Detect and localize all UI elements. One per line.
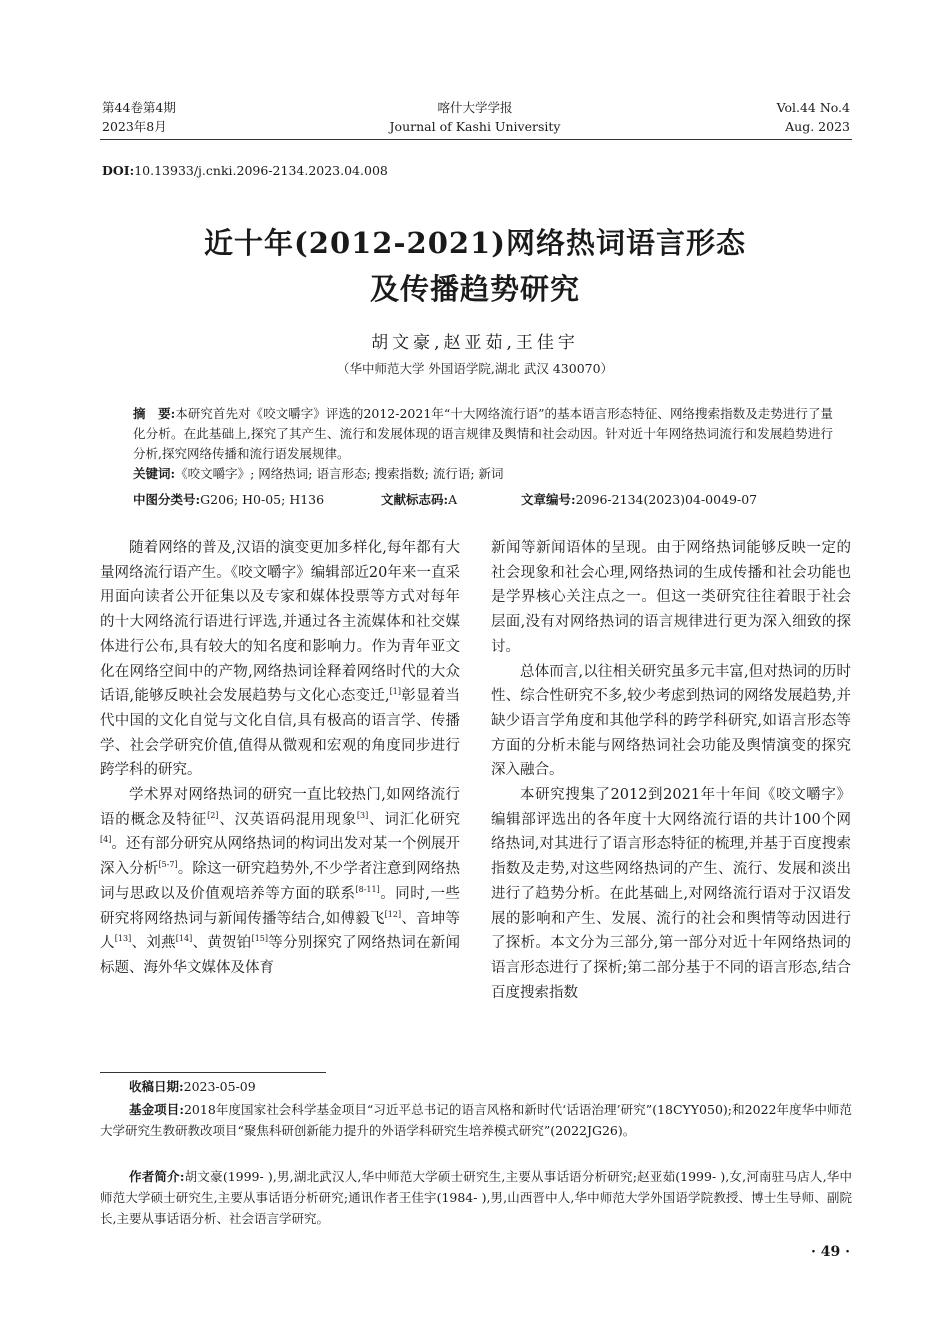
clc-value: G206; H0-05; H136 — [200, 492, 325, 507]
author-bio-label: 作者简介: — [129, 1169, 185, 1184]
paragraph-text: 学术界对网络热词的研究一直比较热门,如网络流行语的概念及特征 — [100, 787, 460, 828]
fund-info — [100, 1099, 852, 1141]
body-paragraph: 总体而言,以往相关研究虽多元丰富,但对热词的历时性、综合性研究不多,较少考虑到热词的网络发展趋势,并缺少语言学角度和其他学科的跨学科研究,如语言形态等方面的分析未能与网络热词社会功能及舆情演变的探究深入融合。 — [491, 663, 851, 779]
received-date — [100, 1076, 852, 1097]
keywords-label: 关键词: — [133, 466, 176, 481]
body-paragraph: 本研究搜集了2012到2021年十年间《咬文嚼字》编辑部评选出的各年度十大网络流行语的共计100个网络热词,对其进行了语言形态特征的梳理,并基于百度搜索指数及走势,对这些网络热词的产生、流行、发展和淡出进行了趋势分析。在此基础上,对网络流行语对于汉语发展的影响和产生、发展、流行的社会和舆情等动因进行了探析。本文分为三部分,第一部分对近十年网络热词的语言形态进行了探析;第二部分基于不同的语言形态,结合百度搜索指数 — [491, 787, 851, 1001]
paragraph-text: 、词汇化研究 — [368, 811, 461, 828]
clc-block — [133, 490, 324, 510]
doi-line — [102, 163, 388, 178]
paragraph-text: 、黄贺铂 — [192, 935, 252, 952]
fund-text: 2018年度国家社会科学基金项目“习近平总书记的语言风格和新时代‘话语治理’研究”(18CYY050);和2022年度华中师范大学研究生教研教改项目“聚焦科研创新能力提升的外语学科研究生培养模式研究”(2022JG26)。 — [100, 1102, 852, 1138]
keywords: 《咬文嚼字》; 网络热词; 语言形态; 搜索指数; 流行语; 新词 — [175, 466, 504, 481]
citation-ref: [14] — [175, 934, 193, 944]
publication-date-en: Aug. 2023 — [785, 119, 850, 134]
citation-ref: [12] — [384, 909, 402, 919]
doc-code-label: 文献标志码: — [381, 492, 449, 507]
header-rule — [100, 139, 852, 140]
doc-code-value: A — [448, 492, 458, 507]
citation-ref: [13] — [114, 934, 132, 944]
paragraph-text: 随着网络的普及,汉语的演变更加多样化,每年都有大量网络流行语产生。《咬文嚼字》编辑部近20年来一直采用面向读者公开征集以及专家和媒体投票等方式对每年的十大网络流行语进行评选,并通过各主流媒体和社交媒体进行公布,具有较大的知名度和影响力。作为青年亚文化在网络空间中的产物,网络热词诠释着网络时代的大众话语,能够反映社会发展趋势与文化心态变迁, — [100, 540, 460, 705]
title-line-1: 近十年(2012-2021)网络热词语言形态 — [204, 226, 746, 260]
paragraph-text: 、汉英语码混用现象 — [218, 811, 357, 828]
journal-volume-info-en — [777, 98, 850, 136]
doi-value: 10.13933/j.cnki.2096-2134.2023.04.008 — [134, 163, 388, 178]
doc-code-block — [381, 490, 457, 510]
doi-label: DOI: — [102, 163, 135, 178]
author-bio-text: 胡文豪(1999- ),男,湖北武汉人,华中师范大学硕士研究生,主要从事话语分析研究;赵亚茹(1999- ),女,河南驻马店人,华中师范大学硕士研究生,主要从事话语分析研究;通讯作者王佳宇(1984- ),男,山西晋中人,华中师范大学外国语学院教授、博士生导师、副院长,主要从事话语分析、社会语言学研究。 — [100, 1169, 852, 1226]
paragraph-text: 。同时,一些研究将网络热词与新闻传播等结合,如傅毅飞 — [100, 885, 461, 927]
clc-label: 中图分类号: — [133, 492, 201, 507]
keywords-block — [133, 464, 833, 484]
journal-name-cn: 喀什大学学报 — [437, 100, 513, 115]
paragraph-text: 等分别探究了网络热词在新闻标题、海外华文媒体及体育 — [100, 935, 461, 976]
body-column-right — [491, 536, 851, 1005]
title-line-2: 及传播趋势研究 — [369, 272, 580, 306]
volume-issue-en: Vol.44 No.4 — [776, 100, 850, 115]
publication-date: 2023年8月 — [102, 119, 167, 134]
page-number: · 49 · — [811, 1244, 850, 1260]
body-paragraph: 新闻等新闻语体的呈现。由于网络热词能够反映一定的社会现象和社会心理,网络热词的生成传播和社会功能也是学界核心关注点之一。但这一类研究往往着眼于社会层面,没有对网络热词的语言规律进行更为深入细致的探讨。 — [491, 540, 851, 655]
article-no-block — [521, 490, 757, 510]
body-paragraph — [100, 783, 460, 981]
volume-issue: 第44卷第4期 — [102, 100, 176, 115]
authors: 胡文豪,赵亚茹,王佳宇 — [371, 333, 579, 353]
citation-ref: [4] — [100, 835, 112, 845]
paragraph-text: 、音坤等人 — [100, 910, 461, 952]
journal-name-en: Journal of Kashi University — [389, 119, 561, 134]
body-column-left — [100, 536, 460, 981]
received-value: 2023-05-09 — [183, 1079, 256, 1094]
abstract-text-block — [133, 404, 833, 464]
abstract — [133, 404, 833, 484]
received-label: 收稿日期: — [129, 1079, 184, 1094]
abstract-text: 本研究首先对《咬文嚼字》评选的2012-2021年“十大网络流行语”的基本语言形态特征、网络搜索指数及走势进行了量化分析。在此基础上,探究了其产生、流行和发展体现的语言规律及舆情和社会动因。针对近十年网络热词流行和发展趋势进行分析,探究网络传播和流行语发展规律。 — [133, 406, 833, 461]
fund-label: 基金项目: — [129, 1102, 184, 1117]
citation-ref: [8-11] — [355, 885, 380, 895]
paragraph-text: 。除这一研究趋势外,不少学者注意到网络热词与思政以及价值观培养等方面的联系 — [100, 861, 461, 902]
article-no-value: 2096-2134(2023)04-0049-07 — [575, 492, 758, 507]
body-paragraph — [100, 536, 460, 783]
paragraph-text: 。还有部分研究从网络热词的构词出发对某一个例展开深入分析 — [100, 836, 460, 878]
affiliation: （华中师范大学 外国语学院,湖北 武汉 430070） — [336, 361, 614, 376]
footnote-rule — [100, 1072, 326, 1073]
article-no-label: 文章编号: — [521, 492, 576, 507]
paragraph-text: 彰显着当代中国的文化自觉与文化自信,具有极高的语言学、传播学、社会学研究价值,值得从微观和宏观的角度同步进行跨学科的研究。 — [100, 688, 461, 779]
abstract-label: 摘 要: — [133, 406, 176, 421]
citation-ref: [15] — [251, 934, 268, 944]
author-bio — [100, 1166, 852, 1229]
citation-ref: [2] — [207, 810, 219, 820]
citation-ref: [1] — [389, 687, 402, 697]
citation-ref: [3] — [356, 810, 369, 820]
paragraph-text: 、刘燕 — [131, 935, 176, 952]
paper-title — [0, 220, 950, 312]
citation-ref: [5-7] — [158, 860, 178, 870]
